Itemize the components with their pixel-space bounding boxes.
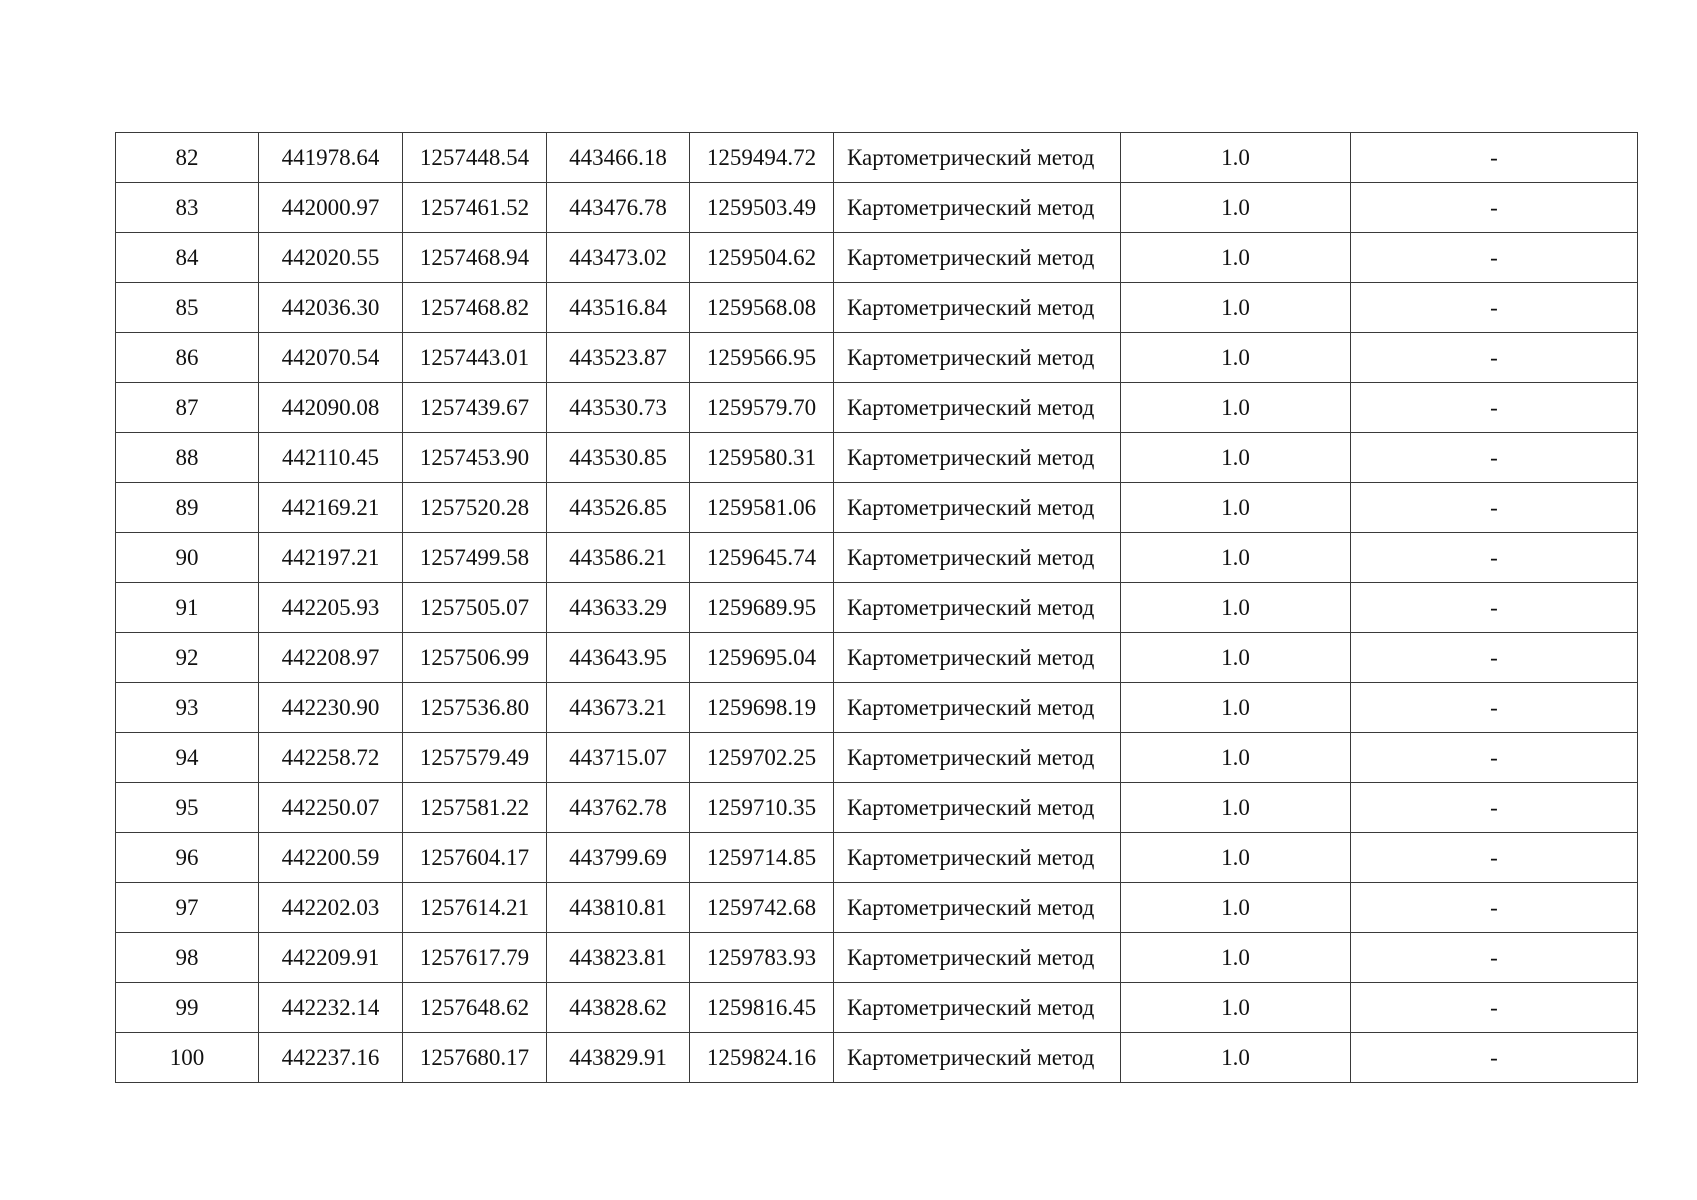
y2-coordinate-cell: 1259503.49 bbox=[690, 183, 834, 233]
accuracy-cell: 1.0 bbox=[1121, 833, 1351, 883]
y-coordinate-cell: 1257443.01 bbox=[403, 333, 547, 383]
y-coordinate-cell: 1257536.80 bbox=[403, 683, 547, 733]
y2-coordinate-cell: 1259580.31 bbox=[690, 433, 834, 483]
y2-coordinate-cell: 1259494.72 bbox=[690, 133, 834, 183]
method-cell: Картометрический метод bbox=[834, 133, 1121, 183]
x-coordinate-cell: 442237.16 bbox=[259, 1033, 403, 1083]
table-row bbox=[116, 433, 1638, 483]
y-coordinate-cell: 1257468.94 bbox=[403, 233, 547, 283]
method-cell: Картометрический метод bbox=[834, 983, 1121, 1033]
point-number-cell: 82 bbox=[116, 133, 259, 183]
table-row bbox=[116, 733, 1638, 783]
note-cell: - bbox=[1351, 583, 1638, 633]
x2-coordinate-cell: 443762.78 bbox=[547, 783, 690, 833]
accuracy-cell: 1.0 bbox=[1121, 583, 1351, 633]
y2-coordinate-cell: 1259581.06 bbox=[690, 483, 834, 533]
note-cell: - bbox=[1351, 183, 1638, 233]
method-cell: Картометрический метод bbox=[834, 883, 1121, 933]
y2-coordinate-cell: 1259689.95 bbox=[690, 583, 834, 633]
method-cell: Картометрический метод bbox=[834, 833, 1121, 883]
accuracy-cell: 1.0 bbox=[1121, 983, 1351, 1033]
point-number-cell: 92 bbox=[116, 633, 259, 683]
accuracy-cell: 1.0 bbox=[1121, 683, 1351, 733]
accuracy-cell: 1.0 bbox=[1121, 933, 1351, 983]
y-coordinate-cell: 1257648.62 bbox=[403, 983, 547, 1033]
point-number-cell: 86 bbox=[116, 333, 259, 383]
x2-coordinate-cell: 443466.18 bbox=[547, 133, 690, 183]
method-cell: Картометрический метод bbox=[834, 683, 1121, 733]
note-cell: - bbox=[1351, 483, 1638, 533]
point-number-cell: 97 bbox=[116, 883, 259, 933]
x2-coordinate-cell: 443633.29 bbox=[547, 583, 690, 633]
x2-coordinate-cell: 443799.69 bbox=[547, 833, 690, 883]
point-number-cell: 100 bbox=[116, 1033, 259, 1083]
point-number-cell: 87 bbox=[116, 383, 259, 433]
note-cell: - bbox=[1351, 883, 1638, 933]
note-cell: - bbox=[1351, 333, 1638, 383]
x-coordinate-cell: 442258.72 bbox=[259, 733, 403, 783]
table-row bbox=[116, 533, 1638, 583]
y-coordinate-cell: 1257453.90 bbox=[403, 433, 547, 483]
method-cell: Картометрический метод bbox=[834, 333, 1121, 383]
point-number-cell: 91 bbox=[116, 583, 259, 633]
y-coordinate-cell: 1257614.21 bbox=[403, 883, 547, 933]
x2-coordinate-cell: 443476.78 bbox=[547, 183, 690, 233]
y2-coordinate-cell: 1259698.19 bbox=[690, 683, 834, 733]
x-coordinate-cell: 442110.45 bbox=[259, 433, 403, 483]
accuracy-cell: 1.0 bbox=[1121, 283, 1351, 333]
note-cell: - bbox=[1351, 833, 1638, 883]
x2-coordinate-cell: 443530.73 bbox=[547, 383, 690, 433]
accuracy-cell: 1.0 bbox=[1121, 733, 1351, 783]
y-coordinate-cell: 1257604.17 bbox=[403, 833, 547, 883]
method-cell: Картометрический метод bbox=[834, 233, 1121, 283]
x2-coordinate-cell: 443643.95 bbox=[547, 633, 690, 683]
y-coordinate-cell: 1257448.54 bbox=[403, 133, 547, 183]
point-number-cell: 90 bbox=[116, 533, 259, 583]
y-coordinate-cell: 1257581.22 bbox=[403, 783, 547, 833]
note-cell: - bbox=[1351, 383, 1638, 433]
y2-coordinate-cell: 1259695.04 bbox=[690, 633, 834, 683]
y-coordinate-cell: 1257680.17 bbox=[403, 1033, 547, 1083]
method-cell: Картометрический метод bbox=[834, 183, 1121, 233]
table-row bbox=[116, 233, 1638, 283]
table-row bbox=[116, 483, 1638, 533]
y2-coordinate-cell: 1259742.68 bbox=[690, 883, 834, 933]
table-row bbox=[116, 983, 1638, 1033]
table-row bbox=[116, 583, 1638, 633]
accuracy-cell: 1.0 bbox=[1121, 633, 1351, 683]
table-row bbox=[116, 333, 1638, 383]
note-cell: - bbox=[1351, 783, 1638, 833]
note-cell: - bbox=[1351, 733, 1638, 783]
y2-coordinate-cell: 1259824.16 bbox=[690, 1033, 834, 1083]
y-coordinate-cell: 1257499.58 bbox=[403, 533, 547, 583]
y2-coordinate-cell: 1259579.70 bbox=[690, 383, 834, 433]
y-coordinate-cell: 1257520.28 bbox=[403, 483, 547, 533]
point-number-cell: 85 bbox=[116, 283, 259, 333]
note-cell: - bbox=[1351, 633, 1638, 683]
x2-coordinate-cell: 443828.62 bbox=[547, 983, 690, 1033]
y2-coordinate-cell: 1259710.35 bbox=[690, 783, 834, 833]
point-number-cell: 88 bbox=[116, 433, 259, 483]
coordinates-table-body bbox=[116, 133, 1638, 1083]
y-coordinate-cell: 1257461.52 bbox=[403, 183, 547, 233]
table-row bbox=[116, 1033, 1638, 1083]
method-cell: Картометрический метод bbox=[834, 783, 1121, 833]
method-cell: Картометрический метод bbox=[834, 433, 1121, 483]
y-coordinate-cell: 1257617.79 bbox=[403, 933, 547, 983]
accuracy-cell: 1.0 bbox=[1121, 233, 1351, 283]
x-coordinate-cell: 442200.59 bbox=[259, 833, 403, 883]
x-coordinate-cell: 441978.64 bbox=[259, 133, 403, 183]
x-coordinate-cell: 442202.03 bbox=[259, 883, 403, 933]
accuracy-cell: 1.0 bbox=[1121, 383, 1351, 433]
method-cell: Картометрический метод bbox=[834, 733, 1121, 783]
point-number-cell: 95 bbox=[116, 783, 259, 833]
method-cell: Картометрический метод bbox=[834, 933, 1121, 983]
y2-coordinate-cell: 1259566.95 bbox=[690, 333, 834, 383]
point-number-cell: 84 bbox=[116, 233, 259, 283]
point-number-cell: 93 bbox=[116, 683, 259, 733]
x-coordinate-cell: 442070.54 bbox=[259, 333, 403, 383]
accuracy-cell: 1.0 bbox=[1121, 883, 1351, 933]
accuracy-cell: 1.0 bbox=[1121, 1033, 1351, 1083]
table-row bbox=[116, 833, 1638, 883]
x2-coordinate-cell: 443673.21 bbox=[547, 683, 690, 733]
method-cell: Картометрический метод bbox=[834, 583, 1121, 633]
x-coordinate-cell: 442036.30 bbox=[259, 283, 403, 333]
table-row bbox=[116, 183, 1638, 233]
accuracy-cell: 1.0 bbox=[1121, 533, 1351, 583]
note-cell: - bbox=[1351, 133, 1638, 183]
point-number-cell: 89 bbox=[116, 483, 259, 533]
note-cell: - bbox=[1351, 433, 1638, 483]
x2-coordinate-cell: 443715.07 bbox=[547, 733, 690, 783]
x-coordinate-cell: 442232.14 bbox=[259, 983, 403, 1033]
table-row bbox=[116, 933, 1638, 983]
x-coordinate-cell: 442230.90 bbox=[259, 683, 403, 733]
note-cell: - bbox=[1351, 933, 1638, 983]
table-row bbox=[116, 633, 1638, 683]
note-cell: - bbox=[1351, 683, 1638, 733]
table-row bbox=[116, 283, 1638, 333]
table-row bbox=[116, 133, 1638, 183]
point-number-cell: 83 bbox=[116, 183, 259, 233]
y-coordinate-cell: 1257506.99 bbox=[403, 633, 547, 683]
x2-coordinate-cell: 443829.91 bbox=[547, 1033, 690, 1083]
note-cell: - bbox=[1351, 1033, 1638, 1083]
y2-coordinate-cell: 1259568.08 bbox=[690, 283, 834, 333]
x2-coordinate-cell: 443530.85 bbox=[547, 433, 690, 483]
x2-coordinate-cell: 443586.21 bbox=[547, 533, 690, 583]
y2-coordinate-cell: 1259645.74 bbox=[690, 533, 834, 583]
x-coordinate-cell: 442197.21 bbox=[259, 533, 403, 583]
point-number-cell: 94 bbox=[116, 733, 259, 783]
accuracy-cell: 1.0 bbox=[1121, 333, 1351, 383]
table-row bbox=[116, 883, 1638, 933]
point-number-cell: 96 bbox=[116, 833, 259, 883]
y-coordinate-cell: 1257468.82 bbox=[403, 283, 547, 333]
accuracy-cell: 1.0 bbox=[1121, 783, 1351, 833]
x-coordinate-cell: 442169.21 bbox=[259, 483, 403, 533]
x2-coordinate-cell: 443523.87 bbox=[547, 333, 690, 383]
method-cell: Картометрический метод bbox=[834, 483, 1121, 533]
note-cell: - bbox=[1351, 983, 1638, 1033]
x-coordinate-cell: 442208.97 bbox=[259, 633, 403, 683]
y2-coordinate-cell: 1259714.85 bbox=[690, 833, 834, 883]
table-row bbox=[116, 783, 1638, 833]
note-cell: - bbox=[1351, 533, 1638, 583]
y2-coordinate-cell: 1259783.93 bbox=[690, 933, 834, 983]
x-coordinate-cell: 442250.07 bbox=[259, 783, 403, 833]
x2-coordinate-cell: 443516.84 bbox=[547, 283, 690, 333]
y-coordinate-cell: 1257505.07 bbox=[403, 583, 547, 633]
y2-coordinate-cell: 1259504.62 bbox=[690, 233, 834, 283]
y-coordinate-cell: 1257439.67 bbox=[403, 383, 547, 433]
accuracy-cell: 1.0 bbox=[1121, 133, 1351, 183]
coordinates-table bbox=[115, 132, 1638, 1083]
accuracy-cell: 1.0 bbox=[1121, 483, 1351, 533]
note-cell: - bbox=[1351, 233, 1638, 283]
method-cell: Картометрический метод bbox=[834, 1033, 1121, 1083]
table-row bbox=[116, 683, 1638, 733]
method-cell: Картометрический метод bbox=[834, 533, 1121, 583]
x2-coordinate-cell: 443473.02 bbox=[547, 233, 690, 283]
point-number-cell: 98 bbox=[116, 933, 259, 983]
x2-coordinate-cell: 443526.85 bbox=[547, 483, 690, 533]
y2-coordinate-cell: 1259816.45 bbox=[690, 983, 834, 1033]
x2-coordinate-cell: 443823.81 bbox=[547, 933, 690, 983]
note-cell: - bbox=[1351, 283, 1638, 333]
x-coordinate-cell: 442205.93 bbox=[259, 583, 403, 633]
x2-coordinate-cell: 443810.81 bbox=[547, 883, 690, 933]
x-coordinate-cell: 442000.97 bbox=[259, 183, 403, 233]
accuracy-cell: 1.0 bbox=[1121, 433, 1351, 483]
x-coordinate-cell: 442209.91 bbox=[259, 933, 403, 983]
table-row bbox=[116, 383, 1638, 433]
x-coordinate-cell: 442020.55 bbox=[259, 233, 403, 283]
y-coordinate-cell: 1257579.49 bbox=[403, 733, 547, 783]
method-cell: Картометрический метод bbox=[834, 283, 1121, 333]
method-cell: Картометрический метод bbox=[834, 633, 1121, 683]
point-number-cell: 99 bbox=[116, 983, 259, 1033]
method-cell: Картометрический метод bbox=[834, 383, 1121, 433]
x-coordinate-cell: 442090.08 bbox=[259, 383, 403, 433]
accuracy-cell: 1.0 bbox=[1121, 183, 1351, 233]
y2-coordinate-cell: 1259702.25 bbox=[690, 733, 834, 783]
